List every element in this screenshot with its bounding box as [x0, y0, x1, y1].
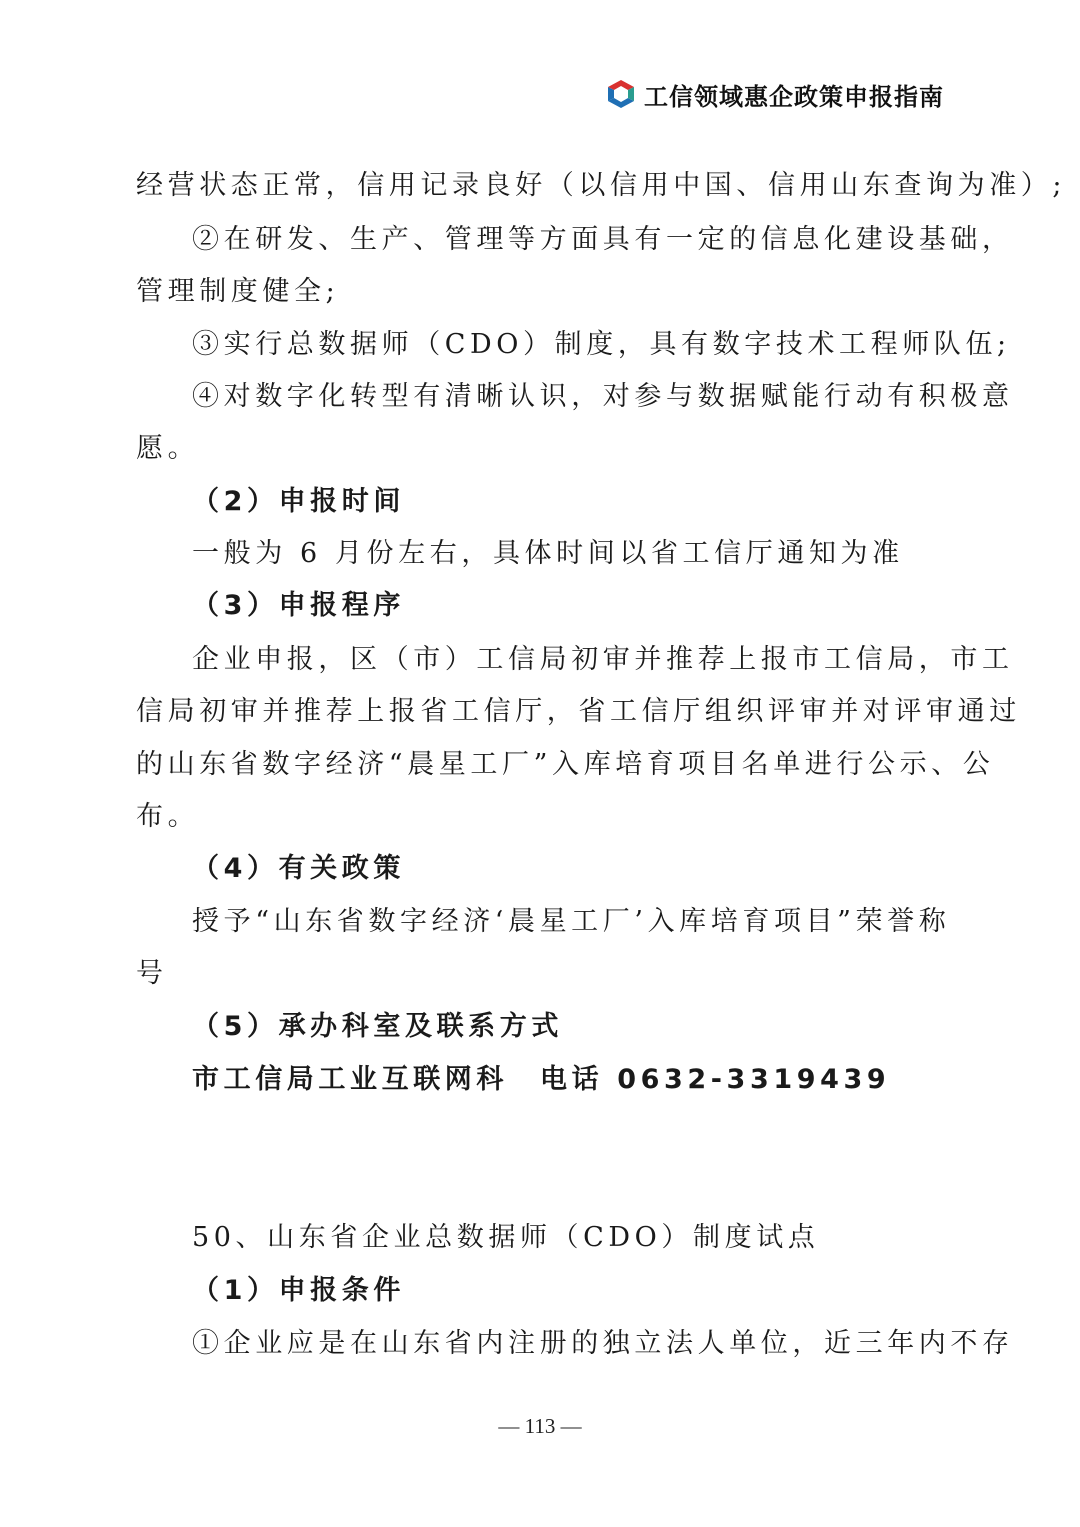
section-heading-procedure: （3）申报程序	[192, 590, 405, 621]
header-title: 工信领域惠企政策申报指南	[644, 82, 944, 111]
paragraph-line: 经营状态正常，信用记录良好（以信用中国、信用山东查询为准）;	[136, 170, 1067, 201]
logo-icon	[604, 77, 638, 111]
section-heading-policy: （4）有关政策	[192, 853, 405, 884]
paragraph-line: 一般为 6 月份左右，具体时间以省工信厅通知为准	[192, 538, 904, 569]
section-title-50: 50、山东省企业总数据师（CDO）制度试点	[192, 1222, 820, 1253]
page-number: — 113 —	[498, 1414, 582, 1438]
paragraph-line: 愿。	[136, 433, 200, 464]
page-header	[604, 72, 944, 116]
section-heading-time: （2）申报时间	[192, 486, 405, 517]
paragraph-line: 的山东省数字经济“晨星工厂”入库培育项目名单进行公示、公	[136, 749, 995, 780]
paragraph-line: ②在研发、生产、管理等方面具有一定的信息化建设基础，	[192, 224, 1014, 255]
paragraph-line: 布。	[136, 801, 200, 832]
paragraph-line: 信局初审并推荐上报省工信厅，省工信厅组织评审并对评审通过	[136, 696, 1021, 727]
paragraph-line: 企业申报，区（市）工信局初审并推荐上报市工信局，市工	[192, 644, 1014, 675]
paragraph-line: ④对数字化转型有清晰认识，对参与数据赋能行动有积极意	[192, 381, 1014, 412]
contact-line	[192, 1060, 890, 1100]
paragraph-line: ③实行总数据师（CDO）制度，具有数字技术工程师队伍;	[192, 329, 1011, 360]
contact-phone: 电话 0632-3319439	[540, 1064, 891, 1095]
paragraph-line: 号	[136, 958, 168, 989]
section-heading-contact: （5）承办科室及联系方式	[192, 1011, 563, 1042]
paragraph-line: 管理制度健全;	[136, 276, 340, 307]
paragraph-line: 授予“山东省数字经济‘晨星工厂’入库培育项目”荣誉称	[192, 906, 951, 937]
section-heading-conditions: （1）申报条件	[192, 1275, 405, 1306]
paragraph-line: ①企业应是在山东省内注册的独立法人单位，近三年内不存	[192, 1328, 1014, 1359]
contact-department: 市工信局工业互联网科	[192, 1064, 508, 1095]
